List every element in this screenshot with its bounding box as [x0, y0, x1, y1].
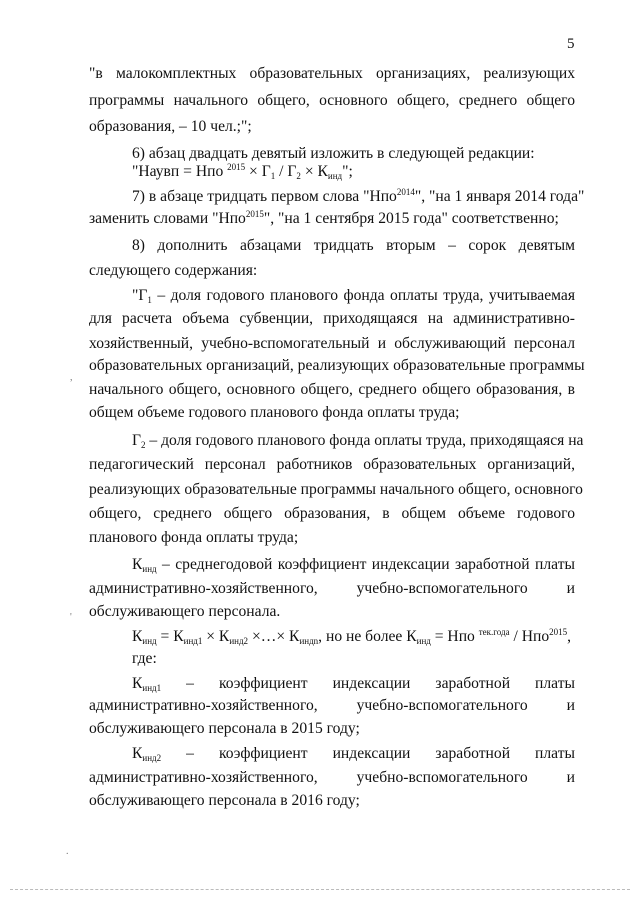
text-line: реализующих образовательные программы начального общего, основного — [89, 481, 583, 498]
text-line: 7) в абзаце тридцать первом слова "Нпо$^{2014}$", "на 1 января 2014 года" — [132, 187, 585, 205]
text-line: "$Г_1$ – доля годового планового фонда оплаты труда, учитываемая — [132, 287, 575, 305]
text-line: хозяйственный, учебно-вспомогательный и обслуживающий персонал — [89, 335, 575, 352]
text-line: $К_{инд2}$ – коэффициент индексации заработной платы — [132, 745, 575, 763]
text-line: обслуживающего персонала. — [89, 603, 281, 620]
page-number: 5 — [567, 36, 575, 52]
text-line: следующего содержания: — [89, 262, 258, 279]
text-line: $Г_2$ – доля годового планового фонда оплаты труда, приходящаяся на — [132, 432, 584, 450]
text-line: $К_{инд}$ – среднегодовой коэффициент индексации заработной платы — [132, 556, 575, 574]
text-line: образования, – 10 чел.;"; — [89, 118, 252, 135]
text-line: для расчета объема субвенции, приходящаяся на административно- — [89, 310, 575, 327]
formula-line: "Наувп = Нпо $^{2015} \times Г_1 / Г_2 \times К_{инд}$"; — [132, 162, 353, 181]
text-line: $К_{инд1}$ – коэффициент индексации заработной платы — [132, 675, 575, 693]
formula-line: $К_{инд} = К_{инд1} \times К_{инд2}$ ×…× $К_{индn}$, но не более $К_{инд}$ = Нпо $^{тек.года}$ / Нпо$^{2015}$, — [132, 627, 572, 646]
text-line: 6) абзац двадцать девятый изложить в следующей редакции: — [132, 145, 535, 162]
margin-mark: . — [66, 846, 69, 857]
margin-mark: ' — [70, 612, 72, 623]
text-line: общем объеме годового планового фонда оплаты труда; — [89, 404, 460, 421]
text-line: заменить словами "Нпо$^{2015}$", "на 1 сентября 2015 года" соответственно; — [89, 209, 559, 227]
text-line: где: — [132, 650, 157, 667]
text-line: обслуживающего персонала в 2016 году; — [89, 792, 360, 809]
text-line: административно-хозяйственного, учебно-вспомогательного и — [89, 580, 575, 597]
text-line: административно-хозяйственного, учебно-вспомогательного и — [89, 769, 575, 786]
text-line: начального общего, основного общего, среднего общего образования, в — [89, 381, 575, 398]
text-line: 8) дополнить абзацами тридцать вторым – сорок девятым — [132, 237, 575, 254]
text-line: образовательных организаций, реализующих образовательные программы — [89, 357, 585, 374]
text-line: административно-хозяйственного, учебно-вспомогательного и — [89, 697, 575, 714]
text-line: педагогический персонал работников образовательных организаций, — [89, 456, 575, 473]
text-line: общего, среднего общего образования, в общем объеме годового — [89, 505, 575, 522]
text-line: обслуживающего персонала в 2015 году; — [89, 720, 360, 737]
margin-mark: , — [70, 372, 73, 383]
footer-rule — [10, 889, 630, 890]
text-line: программы начального общего, основного общего, среднего общего — [89, 92, 575, 109]
text-line: планового фонда оплаты труда; — [89, 529, 299, 546]
text-line: "в малокомплектных образовательных организациях, реализующих — [89, 65, 575, 82]
